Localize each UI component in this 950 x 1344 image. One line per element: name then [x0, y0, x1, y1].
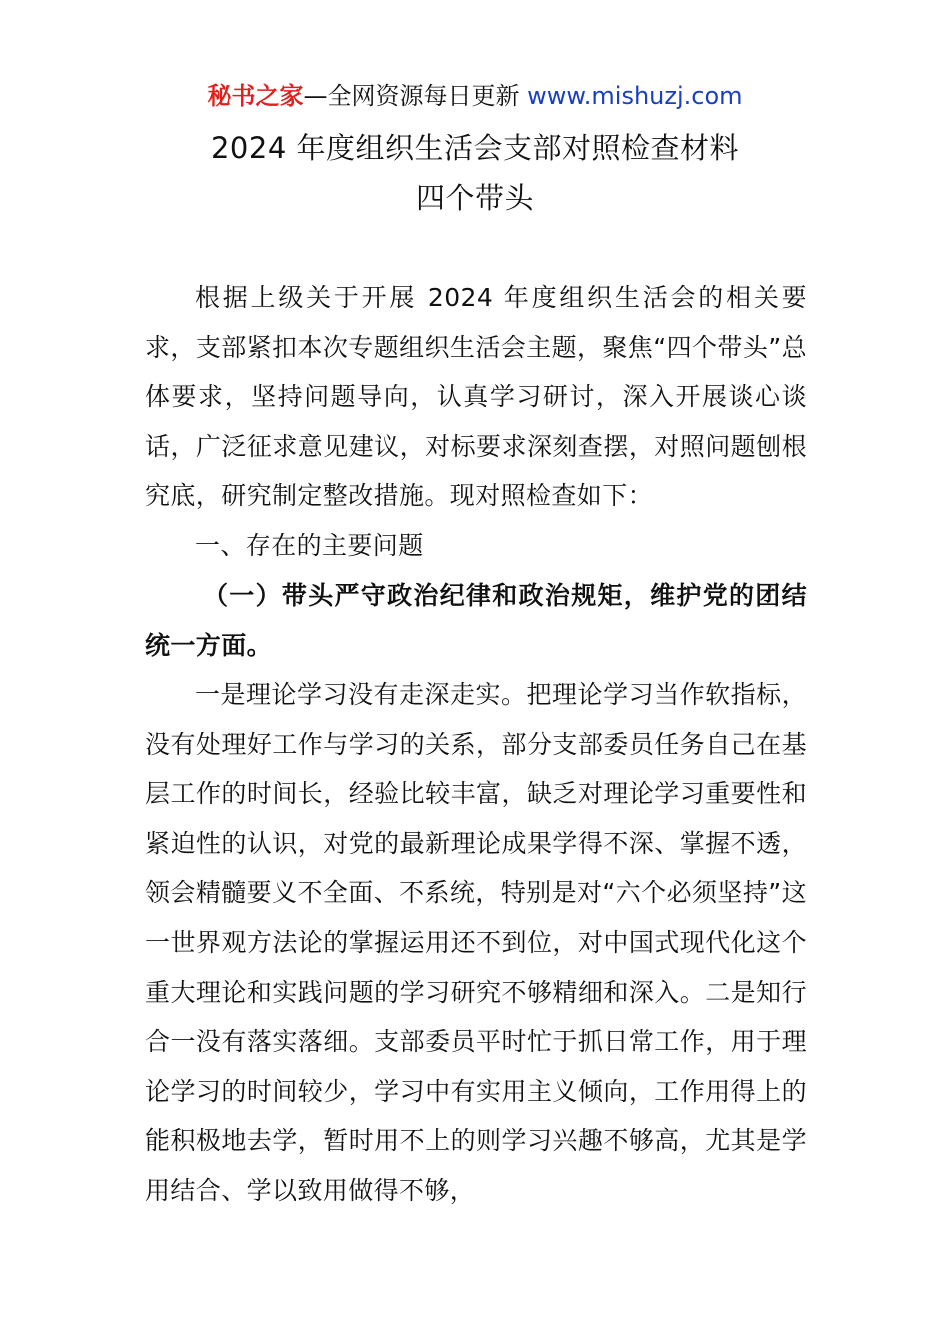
header-tagline: —全网资源每日更新: [303, 82, 520, 110]
body-paragraph: 一是理论学习没有走深走实。把理论学习当作软指标，没有处理好工作与学习的关系，部分支部委员任务自己在基层工作的时间长，经验比较丰富，缺乏对理论学习重要性和紧迫性的认识，对党的最新理论成果学得不深、掌握不透，领会精髓要义不全面、不系统，特别是对“六个必须坚持”这一世界观方法论的掌握运用还不到位，对中国式现代化这个重大理论和实践问题的学习研究不够精细和深入。二是知行合一没有落实落细。支部委员平时忙于抓日常工作，用于理论学习的时间较少，学习中有实用主义倾向，工作用得上的能积极地去学，暂时用不上的则学习兴趣不够高，尤其是学用结合、学以致用做得不够，: [145, 680, 807, 1205]
site-header: [0, 80, 950, 112]
intro-paragraph: 根据上级关于开展 2024 年度组织生活会的相关要求，支部紧扣本次专题组织生活会主题，聚焦“四个带头”总体要求，坚持问题导向，认真学习研讨，深入开展谈心谈话，广泛征求意见建议，对标要求深刻查摆，对照问题刨根究底，研究制定整改措施。现对照检查如下：: [145, 283, 807, 511]
site-url-link[interactable]: www.mishuzj.com: [527, 82, 743, 110]
document-title: 2024 年度组织生活会支部对照检查材料: [210, 131, 740, 165]
brand-name: 秘书之家: [207, 82, 304, 110]
subsection-heading: （一）带头严守政治纪律和政治规矩，维护党的团结统一方面。: [145, 581, 807, 660]
section-heading: 一、存在的主要问题: [195, 531, 424, 560]
document-subtitle: 四个带头: [415, 181, 534, 215]
